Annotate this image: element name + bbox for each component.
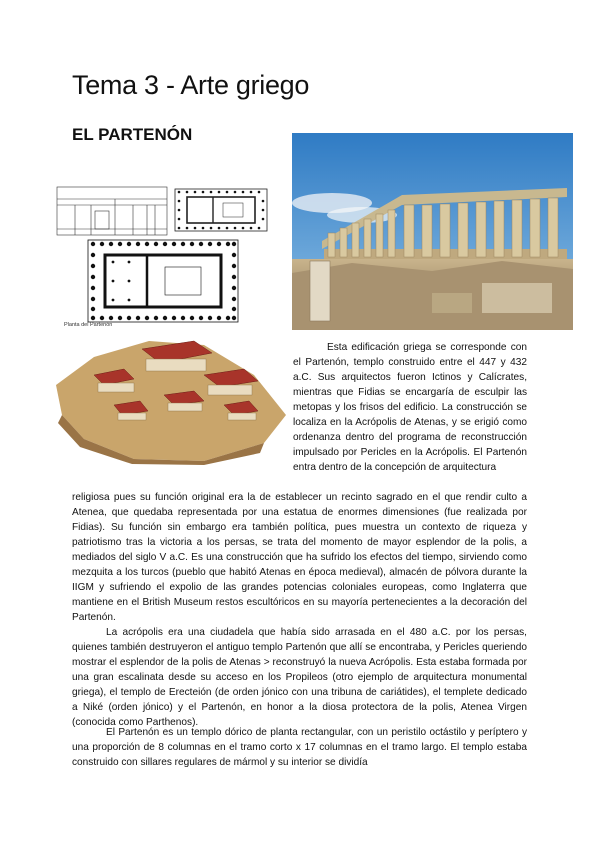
page-title: Tema 3 - Arte griego (72, 70, 310, 100)
paragraph-3 (72, 725, 527, 770)
acropolis-illustration (54, 335, 288, 465)
paragraph-1-intro-text: Esta edificación griega se corresponde con el Partenón, templo construido entre el 447 y 432 a.C. Sus arquitectos fueron Ictinos y Calícrates, mientras que Fidias se encargaría de esculpir las metopas y los frisos del edificio. La construcción se localiza en la Acrópolis de Atenas, y se erigió como ordenanza dentro del programa de reconstrucción impulsado por Pericles en la Acrópolis. El Partenón entra dentro de la concepción de arquitectura (293, 342, 527, 473)
paragraph-1-intro (293, 340, 527, 475)
elevation-drawing (57, 187, 167, 235)
section-title: EL PARTENÓN (72, 125, 193, 144)
paragraph-1-continued (72, 490, 527, 625)
paragraph-1-continued-text: religiosa pues su función original era la de establecer un recinto sagrado en el que rendir culto a Atenea, que quedaba representada por una estatua de enormes dimensiones (fue realizada por Fidias). Su función sin embargo era también política, pues muestra un contexto de riqueza y patriotismo tras la victoria a los persas, se trata del momento de mayor esplendor de la polis, a mediados del siglo V a.C. Es una construcción que ha sufrido los efectos del tiempo, sirviendo como mezquita a los turcos (pueblo que habitó Atenas en época medieval), almacén de pólvora durante la IIGM y sufriendo el expolio de las grandes potencias coloniales europeas, como Inglaterra que mantiene en el British Museum restos escultóricos en su mayoría pertenecientes a la decoración del Partenón. (72, 492, 527, 623)
small-plan-drawing (175, 189, 267, 231)
paragraph-3-text: El Partenón es un templo dórico de planta rectangular, con un peristilo octástilo y períptero y una proporción de 8 columnas en el tramo corto x 17 columnas en el tramo largo. El templo estaba construido con sillares regulares de mármol y su interior se dividía (72, 727, 527, 768)
parthenon-plan-drawings (55, 185, 270, 330)
large-plan-drawing (88, 240, 238, 322)
plan-caption: Planta del Partenón (64, 322, 113, 328)
paragraph-2 (72, 625, 527, 730)
paragraph-2-text: La acrópolis era una ciudadela que había sido arrasada en el 480 a.C. por los persas, quienes también destruyeron el antiguo templo Partenón que allí se encontraba, y Pericles queriendo mostrar el esplendor de la polis de Atenas > reconstruyó la nueva Acrópolis. Esta estaba formada por una gran escalinata desde su acceso en los Propileos (otro ejemplo de arquitectura monumental griega), el templo de Erecteión (de orden jónico con una tribuna de cariátides), el templete dedicado a Niké (orden jónico) y el Partenón, en honor a la diosa protectora de la polis, Atenea Virgen (conocida como Parthenos). (72, 627, 527, 728)
parthenon-photo (292, 133, 573, 330)
